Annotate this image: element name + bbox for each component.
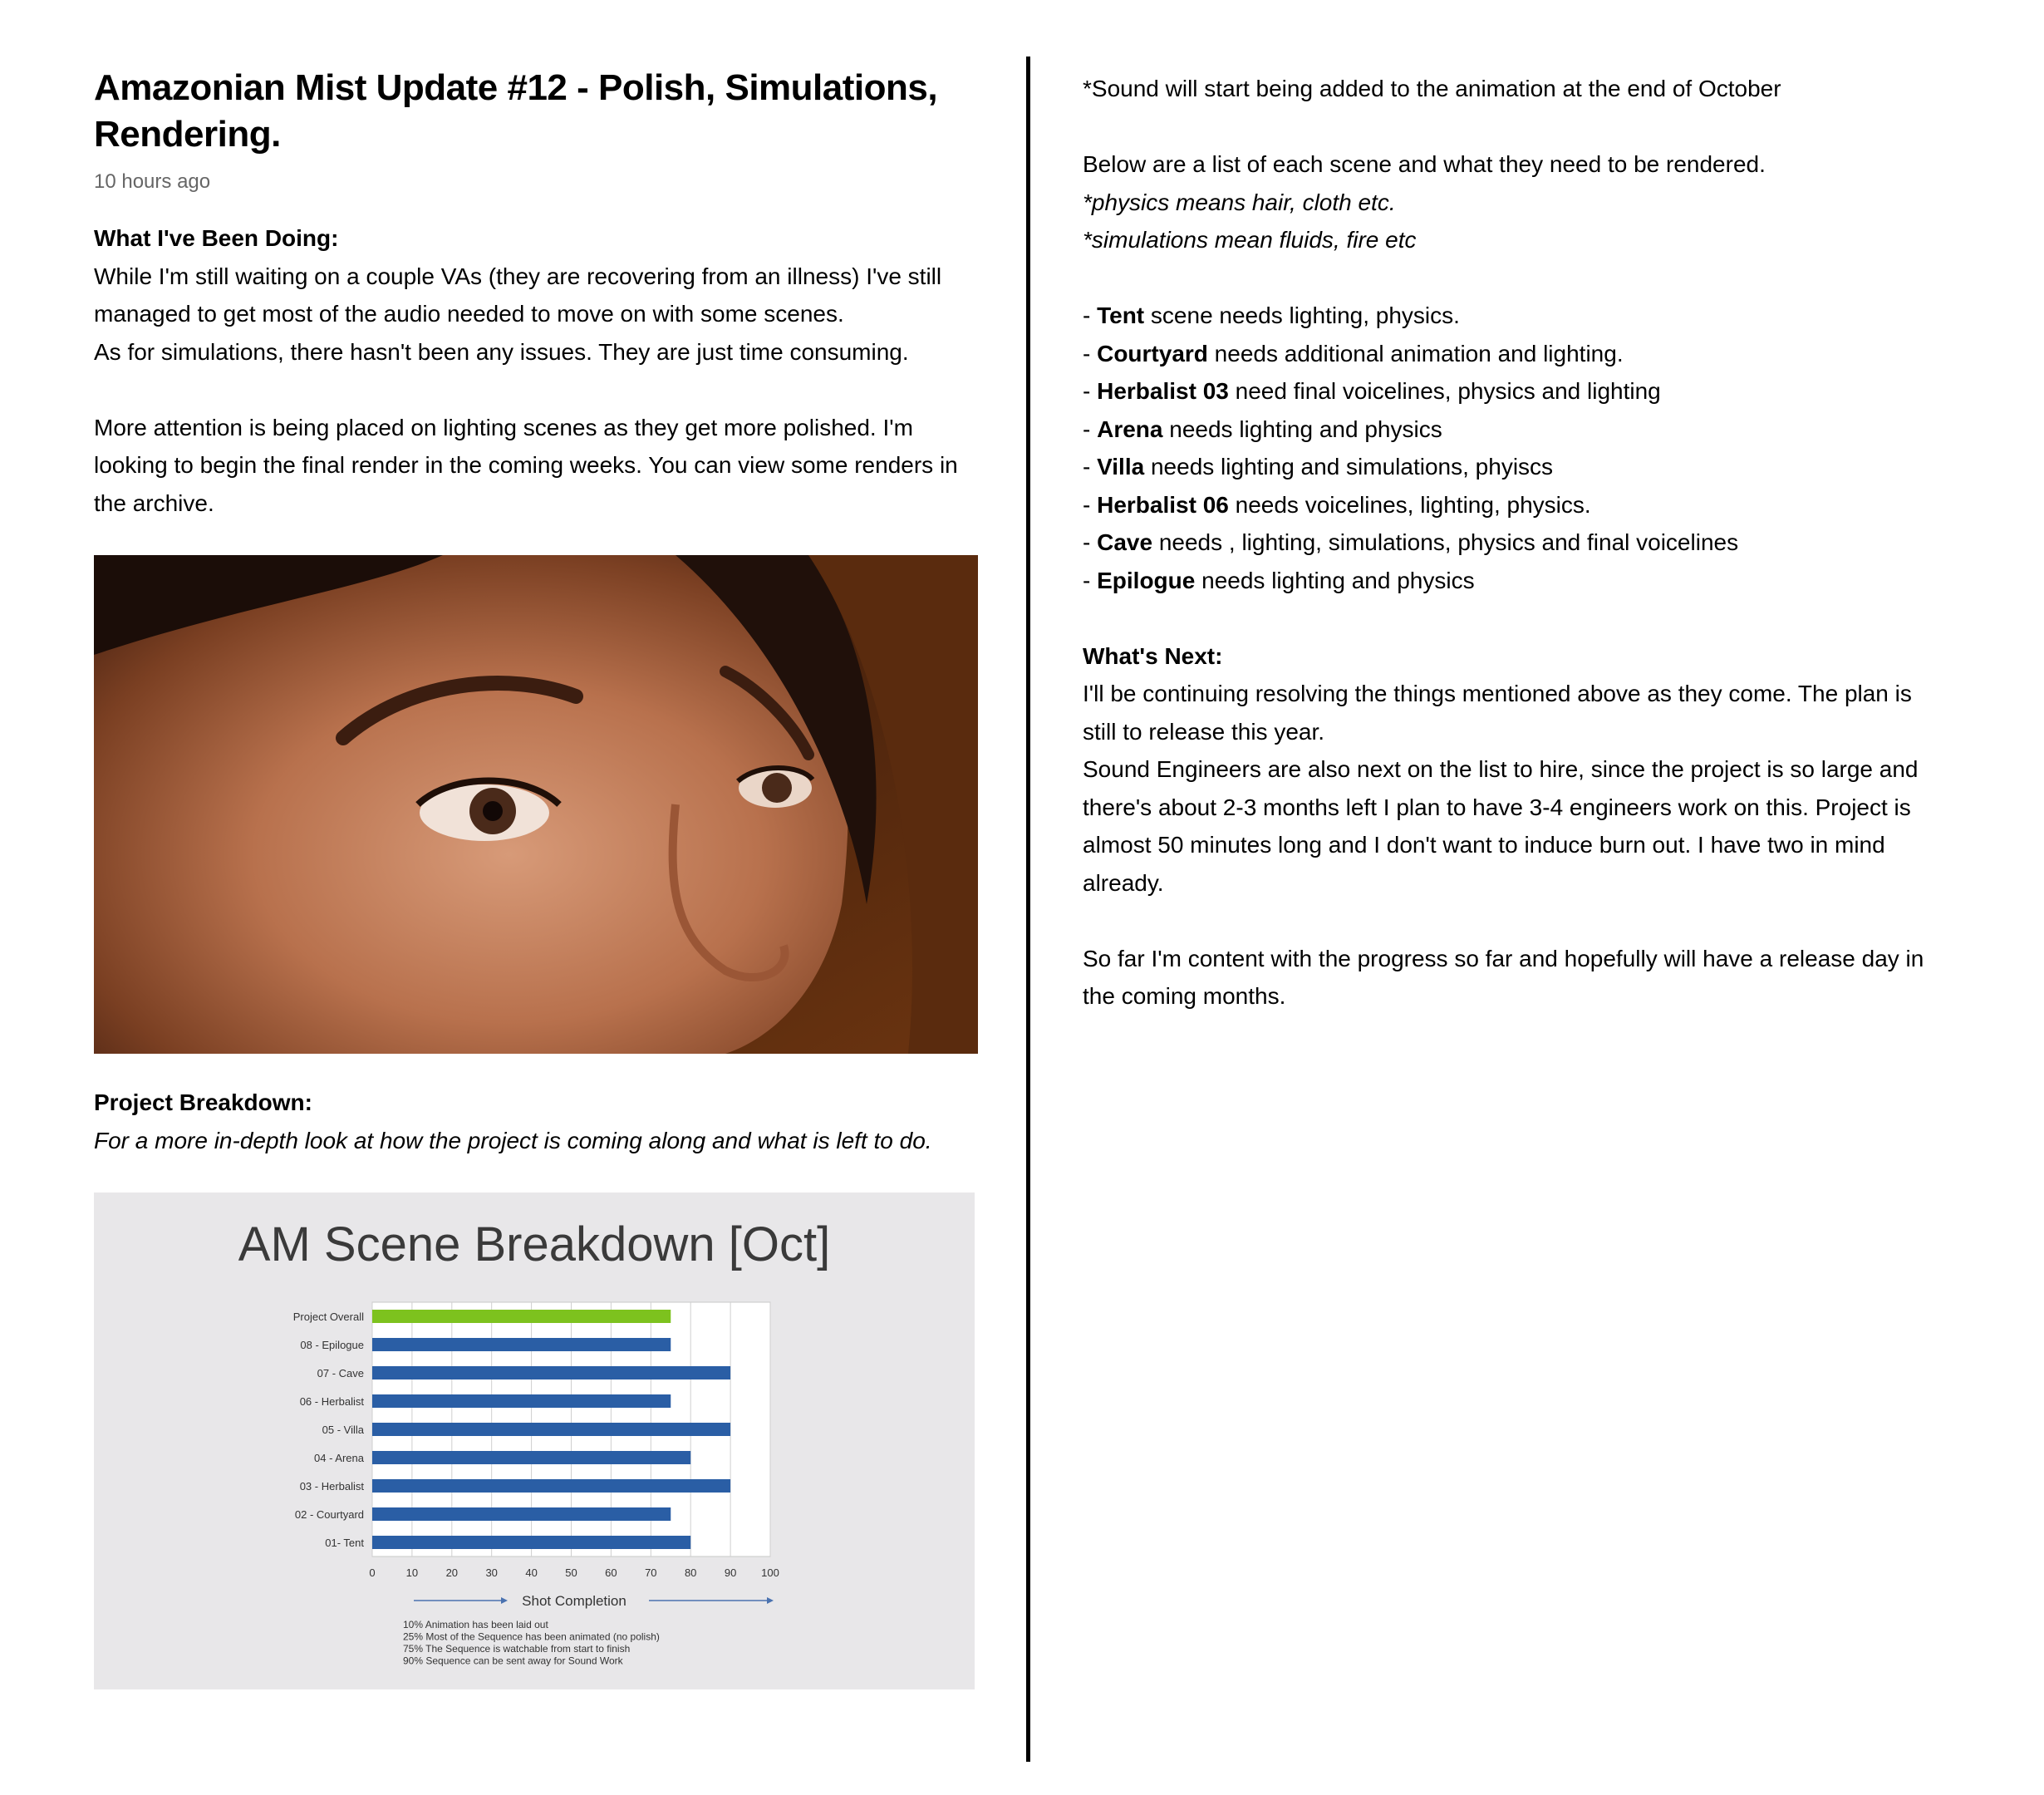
next-line-1: I'll be continuing resolving the things mentioned above as they come. The plan is <box>1083 681 1912 706</box>
category-label: 02 - Courtyard <box>294 1508 364 1521</box>
doing-heading: What I've Been Doing: <box>94 225 339 251</box>
next-line-2: still to release this year. <box>1083 718 1325 745</box>
scene-item-prefix: - <box>1083 302 1098 328</box>
scene-item-detail: needs , lighting, simulations, physics and final voicelines <box>1152 529 1739 555</box>
scene-item-name: Epilogue <box>1097 567 1196 593</box>
chart-footnote: 90% Sequence can be sent away for Sound Work <box>403 1655 623 1667</box>
category-label: 05 - Villa <box>322 1424 364 1436</box>
scene-item-detail: needs additional animation and lighting. <box>1207 340 1624 366</box>
post-timestamp: 10 hours ago <box>94 170 211 193</box>
scene-item-prefix: - <box>1083 416 1098 442</box>
scene-item <box>1083 524 1963 562</box>
closing-line-2: the coming months. <box>1083 983 1286 1009</box>
chart-footnote: 25% Most of the Sequence has been animated (no polish) <box>403 1630 660 1643</box>
lighting-line-2: looking to begin the final render in the coming weeks. You can view some renders in <box>94 452 958 478</box>
scene-list <box>1083 297 1963 599</box>
scene-item-name: Courtyard <box>1097 340 1208 366</box>
chart-title: AM Scene Breakdown [Oct] <box>238 1217 831 1271</box>
column-divider <box>1026 57 1030 1762</box>
category-label: 01- Tent <box>325 1537 364 1549</box>
bar <box>372 1394 671 1408</box>
scene-item-prefix: - <box>1083 567 1098 593</box>
scene-item-detail: needs voicelines, lighting, physics. <box>1228 491 1591 518</box>
left-column <box>94 65 983 1689</box>
x-tick-label: 40 <box>525 1566 538 1579</box>
breakdown-subtitle: For a more in-depth look at how the project is coming along and what is left to do. <box>94 1127 932 1153</box>
scene-item-name: Herbalist 03 <box>1097 378 1229 404</box>
x-tick-label: 30 <box>485 1566 498 1579</box>
right-column <box>1083 70 1963 1016</box>
scene-item <box>1083 486 1963 524</box>
chart-footnote: 75% The Sequence is watchable from start to finish <box>403 1643 631 1655</box>
scene-item <box>1083 562 1963 600</box>
doing-line-3: As for simulations, there hasn't been any issues. They are just time consuming. <box>94 338 909 365</box>
bar <box>372 1479 730 1493</box>
chart-footnote: 10% Animation has been laid out <box>403 1619 548 1630</box>
chart-xlabel: Shot Completion <box>522 1593 626 1609</box>
scene-item-name: Cave <box>1097 529 1153 555</box>
doing-line-1: While I'm still waiting on a couple VAs (they are recovering from an illness) I've still <box>94 263 942 289</box>
x-tick-label: 80 <box>684 1566 697 1579</box>
next-heading: What's Next: <box>1083 642 1223 669</box>
x-tick-label: 90 <box>724 1566 737 1579</box>
scene-item-name: Arena <box>1097 416 1163 442</box>
scene-item-name: Villa <box>1097 454 1145 479</box>
scene-item-prefix: - <box>1083 454 1098 479</box>
lighting-line-3: the archive. <box>94 489 214 516</box>
scene-item-name: Herbalist 06 <box>1097 491 1229 518</box>
list-intro: Below are a list of each scene and what they need to be rendered. <box>1083 151 1766 177</box>
category-label: 04 - Arena <box>314 1452 364 1464</box>
x-tick-label: 10 <box>405 1566 419 1579</box>
x-tick-label: 0 <box>369 1566 376 1579</box>
scene-item <box>1083 335 1963 373</box>
post-title: Amazonian Mist Update #12 - Polish, Simulations, Rendering. <box>94 67 938 155</box>
scene-item <box>1083 297 1963 335</box>
doing-line-2: managed to get most of the audio needed to move on with some scenes. <box>94 301 844 327</box>
lighting-line-1: More attention is being placed on lighting scenes as they get more polished. I'm <box>94 414 913 440</box>
bar <box>372 1451 690 1464</box>
bar <box>372 1423 730 1436</box>
next-line-6: already. <box>1083 869 1164 896</box>
scene-item-detail: needs lighting and simulations, phyiscs <box>1144 454 1554 479</box>
scene-item-prefix: - <box>1083 340 1098 366</box>
note-simulations: *simulations mean fluids, fire etc <box>1083 227 1417 253</box>
bar <box>372 1366 730 1379</box>
x-tick-label: 60 <box>605 1566 617 1579</box>
scene-item <box>1083 448 1963 486</box>
category-label: Project Overall <box>292 1311 364 1323</box>
category-label: 08 - Epilogue <box>300 1339 364 1351</box>
closing-line-1: So far I'm content with the progress so far and hopefully will have a release day in <box>1083 945 1924 971</box>
category-label: 06 - Herbalist <box>299 1395 364 1408</box>
scene-item-detail: needs lighting and physics <box>1162 416 1442 442</box>
scene-item-detail: needs lighting and physics <box>1195 567 1475 593</box>
scene-item-detail: need final voicelines, physics and lighting <box>1228 378 1661 404</box>
next-line-4: there's about 2-3 months left I plan to have 3-4 engineers work on this. Project is <box>1083 794 1911 820</box>
x-tick-label: 50 <box>565 1566 577 1579</box>
chart-canvas <box>94 1193 975 1689</box>
scene-item-name: Tent <box>1097 302 1145 328</box>
category-label: 03 - Herbalist <box>299 1480 364 1493</box>
x-tick-label: 100 <box>761 1566 779 1579</box>
category-label: 07 - Cave <box>317 1367 364 1379</box>
bar <box>372 1536 690 1549</box>
scene-item <box>1083 411 1963 449</box>
scene-item <box>1083 372 1963 411</box>
scene-item-prefix: - <box>1083 491 1098 518</box>
scene-breakdown-chart[interactable] <box>94 1193 975 1689</box>
sound-note: *Sound will start being added to the animation at the end of October <box>1083 76 1781 101</box>
next-line-5: almost 50 minutes long and I don't want to induce burn out. I have two in mind <box>1083 832 1885 858</box>
bar <box>372 1507 671 1521</box>
bar <box>372 1310 671 1323</box>
breakdown-heading: Project Breakdown: <box>94 1089 312 1115</box>
scene-item-prefix: - <box>1083 529 1098 555</box>
scene-item-prefix: - <box>1083 378 1098 404</box>
bar <box>372 1338 671 1351</box>
note-physics: *physics means hair, cloth etc. <box>1083 189 1396 215</box>
render-image[interactable] <box>94 555 978 1054</box>
x-tick-label: 70 <box>645 1566 657 1579</box>
next-line-3: Sound Engineers are also next on the list to hire, since the project is so large and <box>1083 756 1919 782</box>
scene-item-detail: scene needs lighting, physics. <box>1144 302 1460 328</box>
x-tick-label: 20 <box>445 1566 459 1579</box>
